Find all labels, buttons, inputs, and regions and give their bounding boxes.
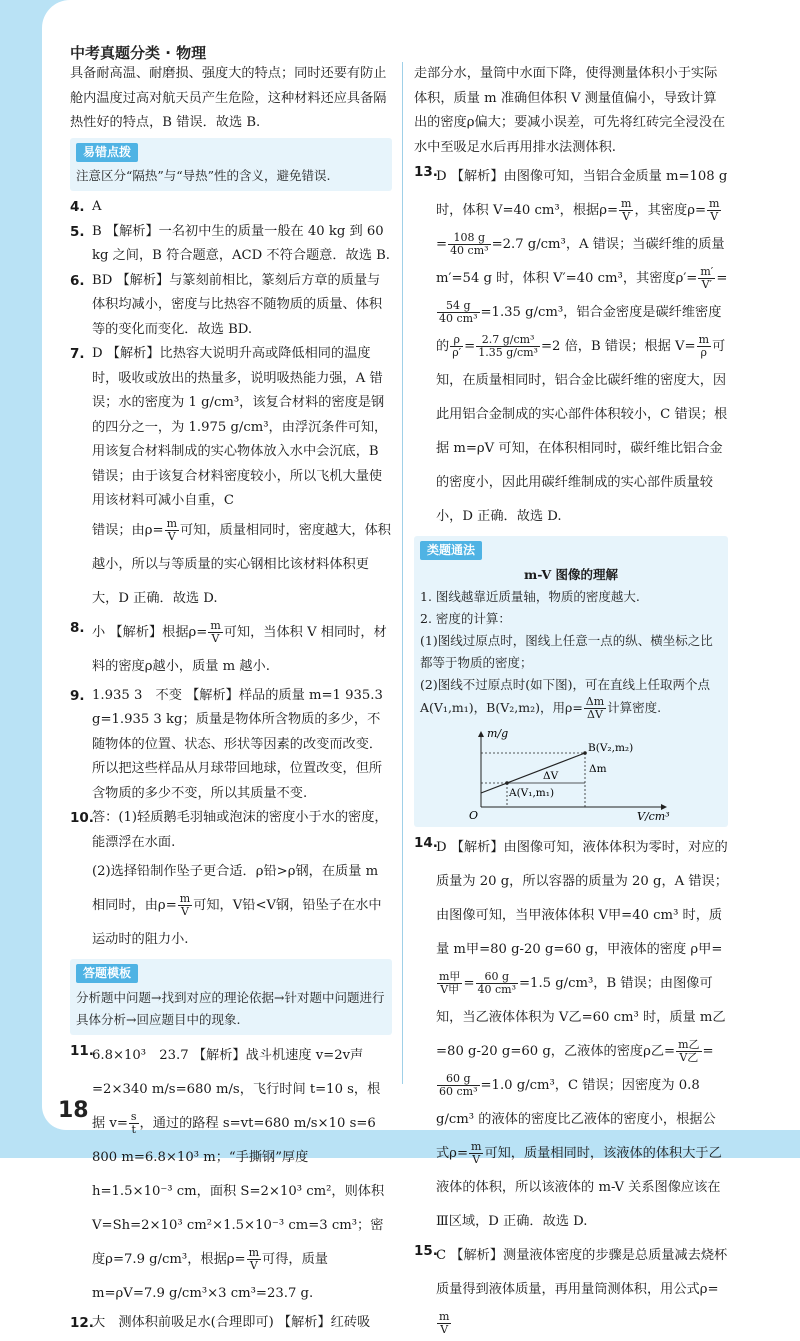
fraction: $\frac{60 g}{\text{40 cm³}}$: [477, 969, 516, 996]
tip-box-template: [70, 959, 392, 1035]
fraction: $\frac{m}{V}$: [248, 1245, 260, 1272]
answer-text: C 【解析】测量液体密度的步骤是总质量减去烧杯质量得到液体质量，再用量筒测体积，用公式ρ=: [436, 1247, 728, 1297]
answer-text: =1.5 g/cm³，B 错误；由图像可知，当乙液体体积为 V乙=60 cm³ 时，质量 m乙=80 g-20 g=60 g，乙液体的密度ρ乙=: [436, 975, 726, 1059]
point-a-label: A(V₁,m₁): [509, 786, 555, 799]
point-b-label: B(V₂,m₂): [588, 741, 634, 754]
fraction: $\frac{m}{V}$: [179, 892, 191, 918]
answer-7: [70, 342, 392, 616]
fraction: $\frac{\Delta m}{\Delta V}$: [585, 694, 605, 721]
answer-text: 可知，质量相同时，密度越大，体积越小，所以与等质量的实心钢相比该材料体积更大，D 正确．故选 D.: [92, 522, 391, 606]
answer-text: D 【解析】比热容大说明升高或降低相同的温度时，吸收或放出的热量多，说明吸热能力强，A 错误；水的密度为 1 g/cm³，该复合材料的密度是钢的四分之一，为 1.975 g/cm³，由浮沉条件可知，用该复合材料制成的实心物体放入水中会沉底，B 错误；由于该复合材料密度较小，所以飞机大量使用该材料可减小自重，C: [92, 346, 388, 508]
tip-line: (1)图线过原点时，图线上任意一点的纵、横坐标之比都等于物质的密度；: [420, 632, 713, 670]
answer-8: [70, 616, 392, 684]
answer-text: 可知，当体积 V 相同时，材料的密度ρ越小，质量 m 越小.: [92, 624, 387, 674]
page-header: 中考真题分类 · 物理: [70, 44, 207, 62]
tip-box-mistake: [70, 138, 392, 192]
answer-text: (2)选择铅制作坠子更合适．ρ铅>ρ钢，在质量 m 相同时，由ρ=: [92, 864, 379, 913]
answer-text: =2.7 g/cm³，A 错误；当碳纤维的质量 m′=54 g 时，体积 V′=40 cm³，其密度ρ′=: [436, 237, 725, 286]
fraction: $\frac{m}{V}$: [471, 1139, 482, 1166]
answer-text: D 【解析】由图像可知，当铝合金质量 m=108 g 时，体积 V=40 cm³，根据ρ=: [436, 169, 728, 218]
answer-text: ，其密度ρ=: [634, 203, 707, 218]
answer-number: 4.: [70, 199, 85, 215]
tip-title: m-V 图像的理解: [523, 566, 619, 582]
x-axis-label: V/cm³: [637, 809, 670, 821]
answer-text: 答：(1)轻质鹅毛羽轴或泡沫的密度小于水的密度，能漂浮在水面.: [92, 810, 388, 850]
tip-line: 1. 图线越靠近质量轴，物质的密度越大.: [420, 588, 640, 604]
answer-text: 错误；由ρ=: [92, 522, 164, 538]
answer-13: [414, 160, 728, 534]
tip-text: 分析题中问题→找到对应的理论依据→针对题中问题进行具体分析→回应题目中的现象.: [76, 989, 385, 1027]
answer-text: 小 【解析】根据ρ=: [92, 624, 208, 640]
fraction: $\frac{m}{V}$: [621, 197, 632, 223]
answer-continuation: 具备耐高温、耐磨损、强度大的特点；同时还要有防止舱内温度过高对航天员产生危险，这种材料还应具备隔热性好的特点，B 错误．故选 B.: [70, 66, 387, 130]
fraction: $\frac{m}{V}$: [709, 197, 720, 223]
answer-11: [70, 1039, 392, 1311]
fraction: $\frac{\rho}{\rho'}$: [452, 333, 462, 359]
answer-text: ，通过的路程 s=vt=680 m/s×10 s=6 800 m=6.8×10³ m；“手撕钢”厚度 h=1.5×10⁻³ cm，面积 S=2×10³ cm²，则体积 V=Sh=2×10³ cm²×1.5×10⁻³ cm=3 cm³；密度ρ=7.9 g/cm³，根据ρ=: [92, 1115, 385, 1267]
answer-5: [70, 220, 392, 269]
left-column: [70, 62, 392, 1335]
tip-tag: 答题模板: [76, 964, 138, 983]
answer-number: 12.: [70, 1314, 94, 1331]
y-axis-arrow: [478, 731, 484, 737]
answer-10: [70, 806, 392, 957]
answer-number: 11.: [70, 1042, 94, 1059]
answer-text: A: [92, 199, 102, 214]
m-v-graph: [461, 725, 681, 821]
answer-text: 可知，在质量相同时，铝合金比碳纤维的密度大，因此用铝合金制成的实心部件体积较小，C 错误；根据 m=ρV 可知，在体积相同时，碳纤维比铝合金的密度小，因此用碳纤维制成的实心部件质量较小，D 正确．故选 D.: [436, 339, 728, 524]
answer-text: =: [716, 271, 728, 286]
fraction: $\frac{m}{V}$: [439, 1309, 450, 1336]
answer-continuation: 走部分水，量筒中水面下降，使得测量体积小于实际体积，质量 m 准确但体积 V 测量值偏小，导致计算出的密度ρ偏大；要减小误差，可先将红砖完全浸没在水中至吸足水后再用排水法测体积.: [414, 66, 726, 155]
page-number: 18: [58, 1098, 89, 1123]
answer-number: 13.: [414, 164, 438, 180]
answer-text: 大 测体积前吸足水(合理即可) 【解析】红砖吸: [92, 1314, 371, 1330]
answer-text: B 【解析】一名初中生的质量一般在 40 kg 到 60 kg 之间，B 符合题意，ACD 不符合题意．故选 B.: [92, 223, 390, 263]
answer-number: 15.: [414, 1242, 438, 1259]
column-divider: [402, 62, 403, 1084]
answer-number: 7.: [70, 346, 85, 362]
fraction: $\frac{\text{m甲}}{\text{V甲}}$: [439, 969, 461, 996]
answer-text: 6.8×10³ 23.7 【解析】战斗机速度 v=2v声=2×340 m/s=680 m/s，飞行时间 t=10 s，根据 v=: [92, 1047, 381, 1131]
answer-number: 8.: [70, 619, 85, 636]
answer-number: 14.: [414, 834, 438, 851]
top-band: [0, 0, 800, 36]
origin-label: O: [469, 808, 479, 821]
answer-text: D 【解析】由图像可知，液体体积为零时，对应的质量为 20 g，所以容器的质量为 20 g，A 错误；由图像可知，当甲液体体积 V甲=40 cm³ 时，质量 m甲=80 g-20 g=60 g，甲液体的密度 ρ甲=: [436, 839, 728, 957]
fraction: $\frac{108 g}{\text{40 cm³}}$: [450, 231, 489, 257]
answer-text: 1.935 3 不变 【解析】样品的质量 m=1 935.3 g=1.935 3 kg；质量是物体所含物质的多少，不随物体的位置、状态、形状等因素的改变而改变．所以把这些样品从月球带回地球，位置改变，但所含物质的多少不变，所以其质量不变.: [92, 687, 383, 801]
tip-box-method: [414, 536, 728, 827]
answer-text: 可知，质量相同时，该液体的体积大于乙液体的体积，所以该液体的 m-V 关系图像应该在Ⅲ区域，D 正确．故选 D.: [436, 1145, 722, 1229]
answer-number: 9.: [70, 687, 85, 704]
fraction: $\frac{m}{V}$: [166, 516, 177, 543]
delta-v-label: ΔV: [543, 769, 559, 782]
tip-line: (2)图线不过原点时(如下图)，可在直线上任取两个点 A(V₁,m₁)，B(V₂,m₂)，用ρ= $\frac{\Delta m}{\Delta V}$ 计算密度.: [420, 676, 710, 721]
point-a: [505, 781, 509, 785]
fraction: $\frac{m}{V}$: [210, 618, 221, 645]
answer-text: BD 【解析】与篆刻前相比，篆刻后方章的质量与体积均减小，密度与比热容不随物质的质量、体积等的变化而变化．故选 BD.: [92, 272, 383, 337]
answer-4: [70, 195, 392, 220]
tip-line: 2. 密度的计算：: [420, 610, 511, 626]
fraction: $\frac{\text{m乙}}{\text{V乙}}$: [678, 1037, 700, 1064]
answer-number: 5.: [70, 223, 85, 240]
answer-text: =1.35 g/cm³，铝合金密度是碳纤维密度的: [436, 305, 722, 354]
tip-text: 注意区分“隔热”与“导热”性的含义，避免错误.: [76, 168, 331, 183]
tip-tag: 易错点拨: [76, 143, 138, 162]
fraction: $\frac{s}{t}$: [130, 1109, 137, 1136]
answer-15: [414, 1239, 728, 1341]
point-b: [583, 751, 587, 755]
fraction: $\frac{m}{\rho}$: [698, 333, 709, 359]
left-margin-band: [0, 0, 42, 1158]
answer-text: =: [463, 975, 475, 991]
fraction: $\frac{m'}{V'}$: [700, 265, 714, 291]
answer-text: =: [436, 237, 448, 252]
tip-tag: 类题通法: [420, 541, 482, 560]
answer-text: 可知，V铅<V钢，铅坠子在水中运动时的阻力小.: [92, 898, 382, 947]
fraction: $\frac{60 g}{\text{60 cm³}}$: [439, 1071, 478, 1098]
answer-text: =1.0 g/cm³，C 错误；因密度为 0.8 g/cm³ 的液体的密度比乙液体的密度小，根据公式ρ=: [436, 1077, 716, 1161]
answer-text: =: [464, 339, 476, 354]
answer-number: 6.: [70, 272, 85, 289]
delta-m-label: Δm: [589, 762, 607, 775]
answer-text: =2 倍，B 错误；根据 V=: [540, 339, 696, 354]
answer-text: =: [702, 1043, 714, 1059]
fraction: $\frac{54 g}{\text{40 cm³}}$: [439, 299, 478, 325]
answer-14: [414, 831, 728, 1239]
y-axis-label: m/g: [487, 726, 509, 740]
answer-number: 10.: [70, 810, 94, 826]
answer-text: 可得，质量 m=ρV=7.9 g/cm³×3 cm³=23.7 g.: [92, 1251, 328, 1301]
answer-9: [70, 684, 392, 807]
answer-12: [70, 1311, 392, 1336]
fraction: $\frac{\text{2.7 g/cm³}}{\text{1.35 g/cm³}}$: [478, 333, 538, 359]
answer-6: [70, 269, 392, 343]
right-column: [414, 62, 728, 1341]
